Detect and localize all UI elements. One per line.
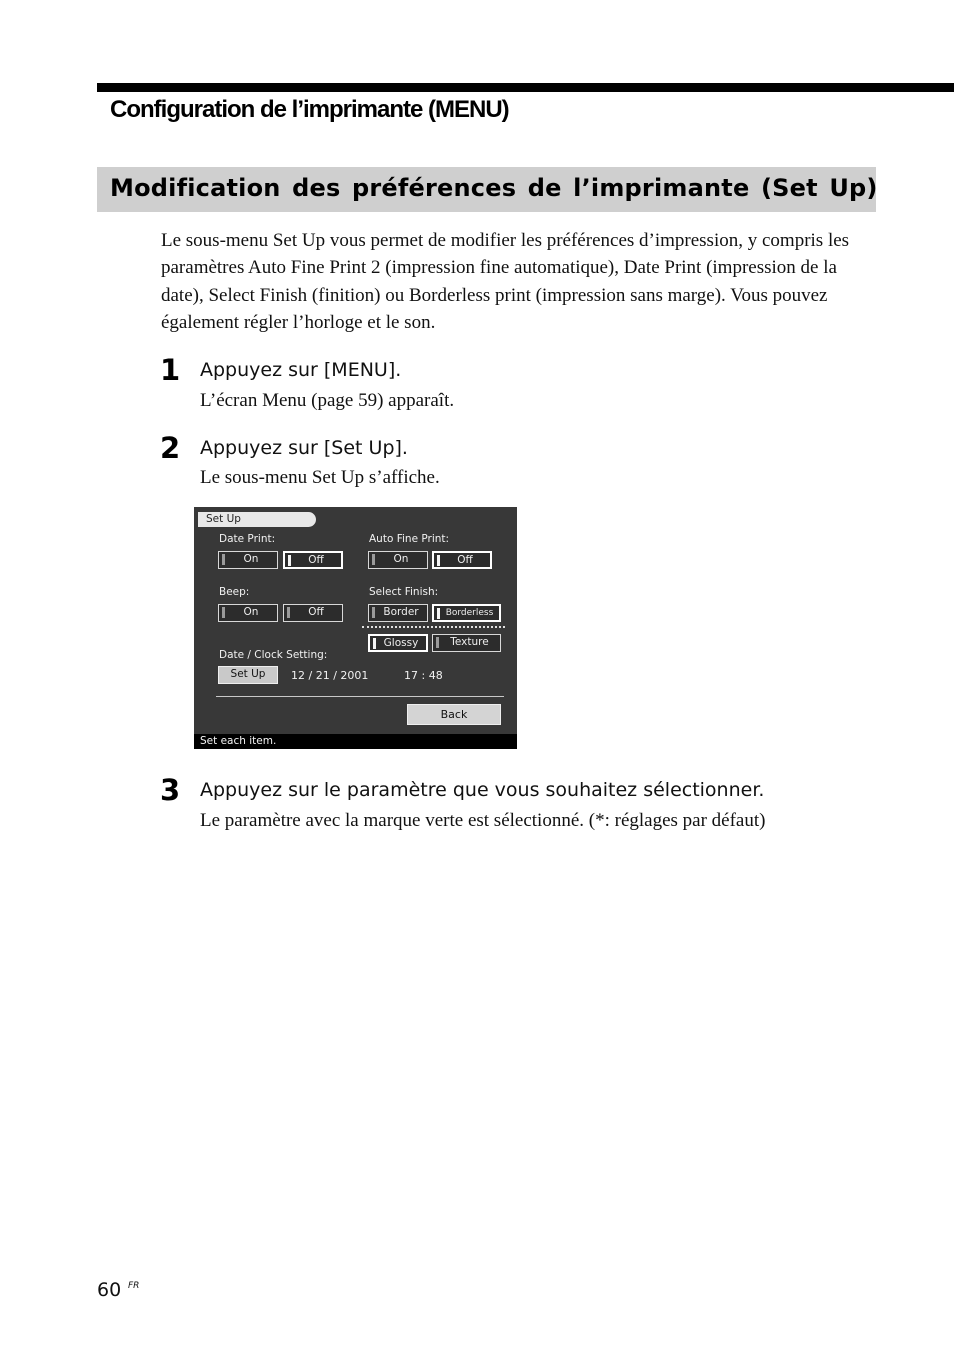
status-text: Set each item. [200,735,277,747]
intro-paragraph: Le sous-menu Set Up vous permet de modifier les préférences d’impression, y compris les paramètres Auto Fine Print 2 (impression fine automatique), Date Print (impression de la date), Select Finish (finition) ou Borderless print (impression sans marge). Vous pouvez également régler l’horloge et le son. [161,230,850,333]
step-2-desc: Le sous-menu Set Up s’affiche. [200,467,440,488]
finish-divider [362,626,505,628]
date-clock-label: Date / Clock Setting: [219,649,328,661]
auto-fine-print-on-button[interactable]: On [368,551,428,569]
date-value: 12 / 21 / 2001 [291,669,369,682]
section-header [97,167,876,212]
date-clock-setup-button[interactable]: Set Up [218,666,278,684]
date-print-off-button[interactable]: Off [283,551,343,569]
selection-mark-icon [372,554,375,565]
auto-fine-print-label: Auto Fine Print: [369,533,450,545]
setup-screen [194,507,517,749]
date-print-on-button[interactable]: On [218,551,278,569]
date-print-label: Date Print: [219,533,276,545]
auto-fine-print-off-button[interactable]: Off [432,551,492,569]
status-bar [194,734,517,749]
selection-mark-icon [287,607,290,618]
selection-mark-icon [437,555,440,566]
beep-off-button[interactable]: Off [283,604,343,622]
selection-mark-icon [222,554,225,565]
language-code: FR [128,1281,140,1291]
step-3-number: 3 [160,773,181,807]
select-finish-label: Select Finish: [369,586,439,598]
section-title: Modification des préférences de l’imprimante (Set Up) [110,174,878,202]
selection-mark-icon [373,638,376,649]
page-number: 60 [97,1279,122,1301]
chapter-title: Configuration de l’imprimante (MENU) [110,96,509,123]
texture-button[interactable]: Texture [432,634,501,652]
step-2-title: Appuyez sur [Set Up]. [200,437,408,459]
setup-tab: Set Up [198,512,316,527]
step-2-number: 2 [160,431,181,465]
selection-mark-icon [222,607,225,618]
step-3-desc: Le paramètre avec la marque verte est sélectionné. (*: réglages par défaut) [200,810,766,831]
step-1-title: Appuyez sur [MENU]. [200,359,402,381]
step-1-number: 1 [160,353,181,387]
selection-mark-icon [436,637,439,648]
borderless-button[interactable]: Borderless [432,604,501,622]
top-rule [97,83,954,92]
beep-label: Beep: [219,586,250,598]
selection-mark-icon [372,607,375,618]
time-value: 17 : 48 [404,669,443,682]
back-button[interactable]: Back [407,704,501,725]
glossy-button[interactable]: Glossy [368,634,428,652]
border-button[interactable]: Border [368,604,428,622]
screen-divider [216,696,504,697]
beep-on-button[interactable]: On [218,604,278,622]
selection-mark-icon [288,555,291,566]
selection-mark-icon [437,608,440,619]
step-3-title: Appuyez sur le paramètre que vous souhaitez sélectionner. [200,779,765,801]
step-1-desc: L’écran Menu (page 59) apparaît. [200,390,455,411]
